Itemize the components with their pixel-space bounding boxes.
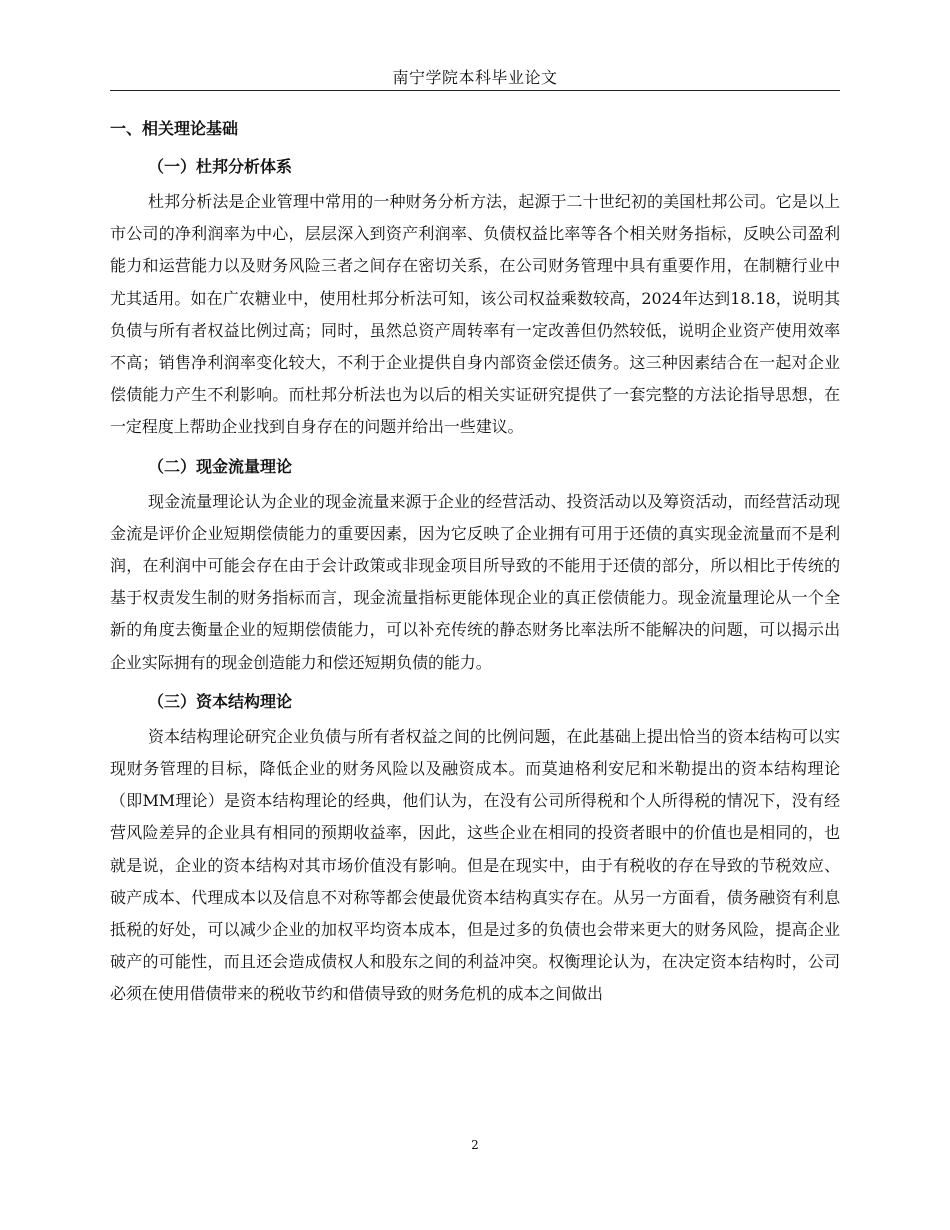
section-heading: 一、相关理论基础: [110, 119, 239, 138]
paragraph-cash-flow: 现金流量理论认为企业的现金流量来源于企业的经营活动、投资活动以及筹资活动，而经营活动现金流是评价企业短期偿债能力的重要因素，因为它反映了企业拥有可用于还债的真实现金流量而不是利润，在利润中可能会存在由于会计政策或非现金项目所导致的不能用于还债的部分，所以相比于传统的基于权责发生制的财务指标而言，现金流量指标更能体现企业的真正偿债能力。现金流量理论从一个全新的角度去衡量企业的短期偿债能力，可以补充传统的静态财务比率法所不能解决的问题，可以揭示出企业实际拥有的现金创造能力和偿还短期负债的能力。: [110, 491, 840, 672]
page-number: 2: [471, 1138, 479, 1152]
subsection-heading-dupont: （一）杜邦分析体系: [148, 157, 293, 176]
header-rule: [110, 90, 840, 91]
subsection-heading-capital-structure: （三）资本结构理论: [148, 691, 293, 711]
body-text: [110, 110, 840, 1014]
subsection-heading-cash-flow: （二）现金流量理论: [148, 456, 293, 476]
running-header: 南宁学院本科毕业论文: [392, 68, 558, 87]
paragraph-dupont: 杜邦分析法是企业管理中常用的一种财务分析方法，起源于二十世纪初的美国杜邦公司。它是以上市公司的净利润率为中心，层层深入到资产利润率、负债权益比率等各个相关财务指标，反映公司盈利能力和运营能力以及财务风险三者之间存在密切关系，在公司财务管理中具有重要作用，在制糖行业中尤其适用。如在广农糖业中，使用杜邦分析法可知，该公司权益乘数较高，2024年达到18.18，说明其负债与所有者权益比例过高；同时，虽然总资产周转率有一定改善但仍然较低，说明企业资产使用效率不高；销售净利润率变化较大，不利于企业提供自身内部资金偿还债务。这三种因素结合在一起对企业偿债能力产生不利影响。而杜邦分析法也为以后的相关实证研究提供了一套完整的方法论指导思想，在一定程度上帮助企业找到自身存在的问题并给出一些建议。: [110, 192, 840, 437]
paragraph-capital-structure: 资本结构理论研究企业负债与所有者权益之间的比例问题，在此基础上提出恰当的资本结构可以实现财务管理的目标，降低企业的财务风险以及融资成本。而莫迪格利安尼和米勒提出的资本结构理论（即MM理论）是资本结构理论的经典，他们认为，在没有公司所得税和个人所得税的情况下，没有经营风险差异的企业具有相同的预期收益率，因此，这些企业在相同的投资者眼中的价值也是相同的，也就是说，企业的资本结构对其市场价值没有影响。但是在现实中，由于有税收的存在导致的节税效应、破产成本、代理成本以及信息不对称等都会使最优资本结构真实存在。从另一方面看，债务融资有利息抵税的好处，可以减少企业的加权平均资本成本，但是过多的负债也会带来更大的财务风险，提高企业破产的可能性，而且还会造成债权人和股东之间的利益冲突。权衡理论认为，在决定资本结构时，公司必须在使用借债带来的税收节约和借债导致的财务危机的成本之间做出: [110, 726, 840, 1004]
